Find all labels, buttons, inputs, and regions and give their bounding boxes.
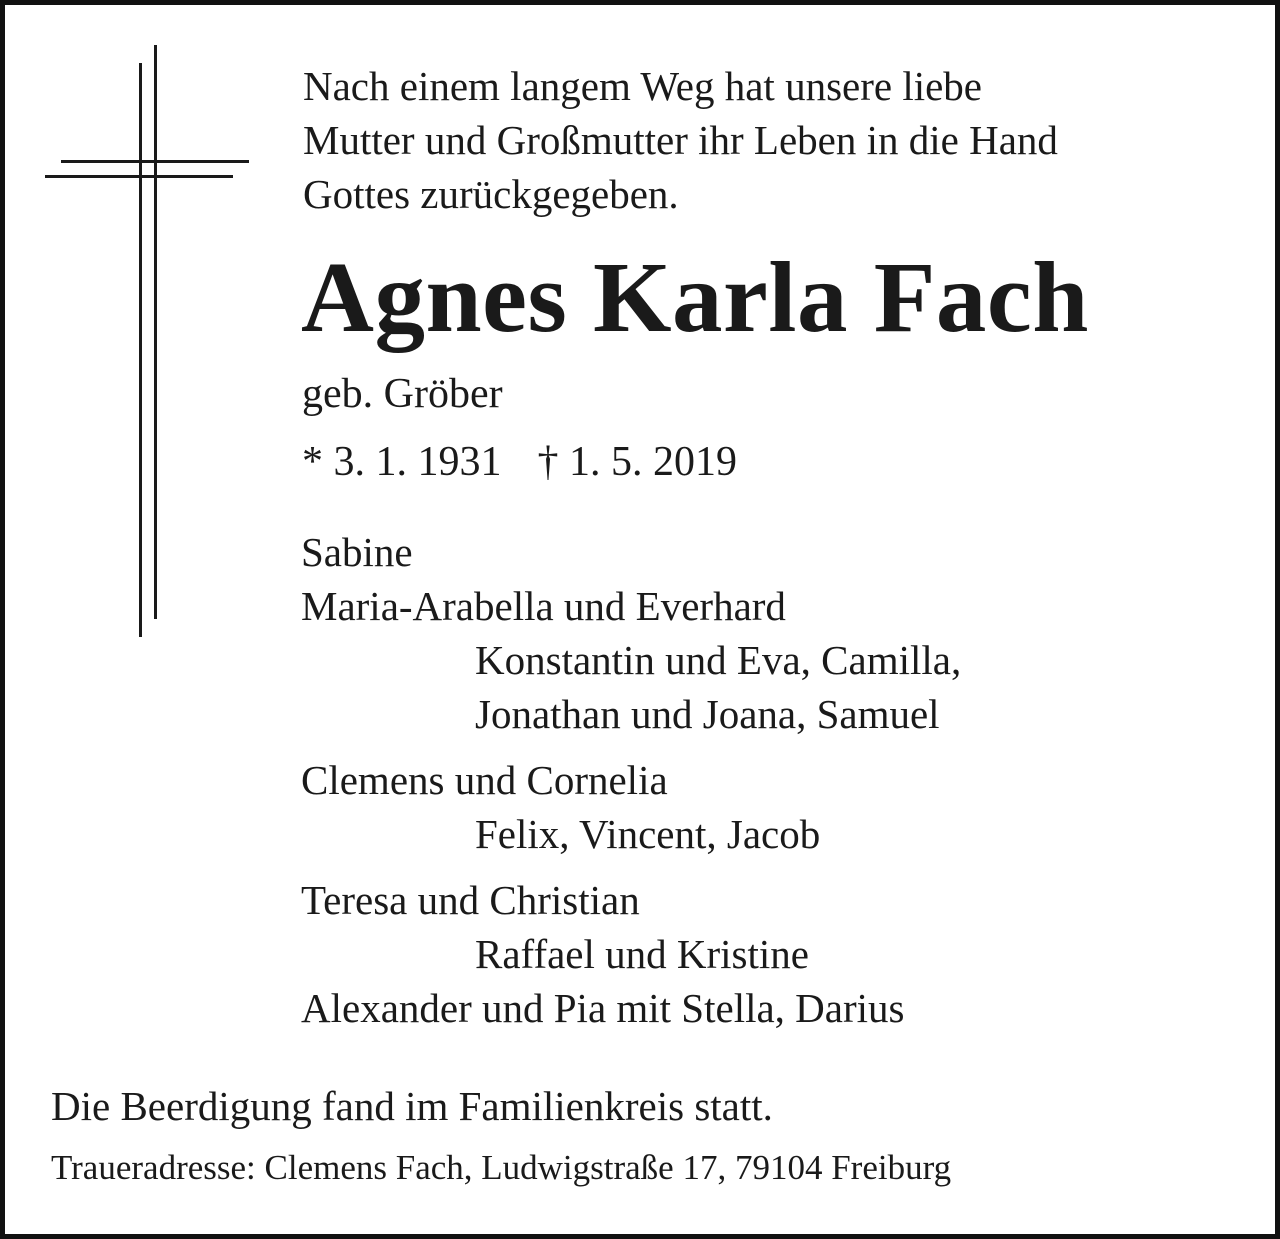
- family-line-indented: Felix, Vincent, Jacob: [475, 811, 821, 857]
- cross-horizontal-bar-bottom: [45, 175, 233, 178]
- birth-date: * 3. 1. 1931: [302, 439, 502, 485]
- family-line-indented: Raffael und Kristine: [475, 931, 809, 977]
- intro-line: Mutter und Großmutter ihr Leben in die Hand: [303, 117, 1058, 163]
- cross-vertical-bar-left: [139, 63, 142, 637]
- life-dates: [302, 435, 737, 489]
- intro-line: Gottes zurückgegeben.: [303, 171, 679, 217]
- family-line-indented: Jonathan und Joana, Samuel: [475, 691, 940, 737]
- family-line-indented: Konstantin und Eva, Camilla,: [475, 637, 962, 683]
- burial-note: Die Beerdigung fand im Familienkreis statt.: [51, 1083, 773, 1129]
- maiden-name: geb. Gröber: [302, 371, 503, 417]
- family-line: Alexander und Pia mit Stella, Darius: [301, 985, 905, 1031]
- family-list: [301, 525, 1261, 1035]
- death-date: † 1. 5. 2019: [537, 439, 737, 485]
- family-line: Maria-Arabella und Everhard: [301, 583, 786, 629]
- intro-line: Nach einem langem Weg hat unsere liebe: [303, 63, 983, 109]
- cross-icon: [5, 5, 265, 645]
- deceased-name: Agnes Karla Fach: [301, 241, 1089, 353]
- family-line: Sabine: [301, 529, 413, 575]
- cross-vertical-bar-right: [154, 45, 157, 619]
- family-line: Clemens und Cornelia: [301, 757, 668, 803]
- mourning-address: Traueradresse: Clemens Fach, Ludwigstraße 17, 79104 Freiburg: [51, 1148, 952, 1187]
- intro-text: [303, 59, 1263, 221]
- family-line: Teresa und Christian: [301, 877, 640, 923]
- cross-horizontal-bar-top: [61, 160, 249, 163]
